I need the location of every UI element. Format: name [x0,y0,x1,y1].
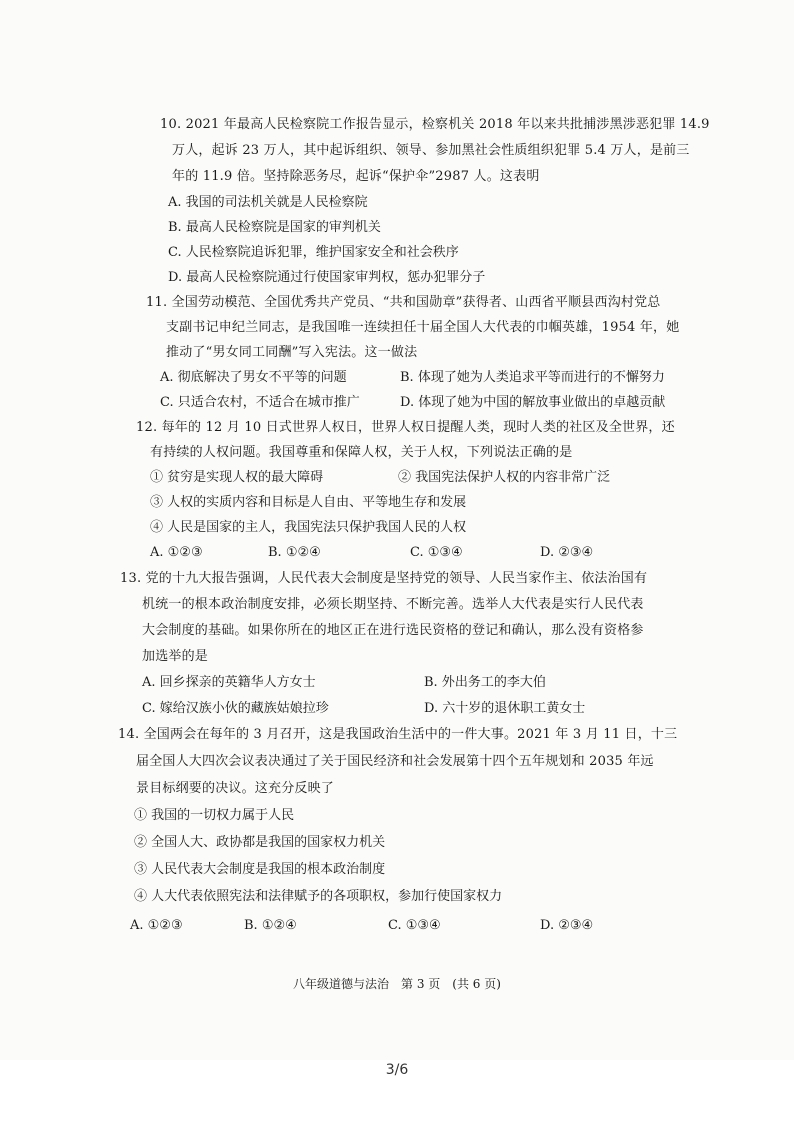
q13-option-b: B. 外出务工的李大伯 [424,675,546,690]
q10-option-c: C. 人民检察院追诉犯罪，维护国家安全和社会秩序 [168,245,459,260]
q11-stem-line-3: 推动了“男女同工同酬”写入宪法。这一做法 [166,345,418,360]
q14-stem-line-1: 14. 全国两会在每年的 3 月召开，这是我国政治生活中的一件大事。2021 年 3 月 11 日，十三 [118,727,678,742]
q14-option-a: A. ①②③ [130,918,183,933]
q14-option-b: B. ①②④ [244,918,297,933]
q14-stem-line-2: 届全国人大四次会议表决通过了关于国民经济和社会发展第十四个五年规划和 2035 年远 [136,754,654,769]
q12-option-c: C. ①③④ [410,545,463,560]
q12-statement-1: ① 贫穷是实现人权的最大障碍 [150,470,324,485]
q12-stem-line-1: 12. 每年的 12 月 10 日式世界人权日，世界人权日提醒人类，现时人类的社区及全世界，还 [136,420,675,435]
q14-option-c: C. ①③④ [388,918,441,933]
q14-option-d: D. ②③④ [540,918,594,933]
q13-stem-line-2: 机统一的根本政治制度安排，必须长期坚持、不断完善。选举人大代表是实行人民代表 [142,597,644,612]
q11-option-c: C. 只适合农村，不适合在城市推广 [160,395,360,410]
q11-option-b: B. 体现了她为人类追求平等而进行的不懈努力 [400,370,665,385]
q13-stem-line-3: 大会制度的基础。如果你所在的地区正在进行选民资格的登记和确认，那么没有资格参 [142,623,644,638]
q13-option-c: C. 嫁给汉族小伙的藏族姑娘拉珍 [142,701,329,716]
q12-statement-2: ② 我国宪法保护人权的内容非常广泛 [398,470,611,485]
q12-stem-line-2: 有持续的人权问题。我国尊重和保障人权，关于人权，下列说法正确的是 [150,445,573,460]
q12-statement-4: ④ 人民是国家的主人，我国宪法只保护我国人民的人权 [150,520,467,535]
q11-stem-line-1: 11. 全国劳动模范、全国优秀共产党员、“共和国勋章”获得者、山西省平顺县西沟村党总 [146,295,661,310]
q12-option-d: D. ②③④ [540,545,594,560]
q12-option-a: A. ①②③ [150,545,203,560]
q13-stem-line-1: 13. 党的十九大报告强调，人民代表大会制度是坚持党的领导、人民当家作主、依法治国有 [120,571,648,586]
q14-statement-2: ② 全国人大、政协都是我国的国家权力机关 [134,835,386,850]
q14-stem-line-3: 景目标纲要的决议。这充分反映了 [136,781,335,796]
q13-option-a: A. 回乡探亲的英籍华人方女士 [142,675,316,690]
q13-option-d: D. 六十岁的退休职工黄女士 [424,701,586,716]
q14-statement-3: ③ 人民代表大会制度是我国的根本政治制度 [134,862,386,877]
q12-option-b: B. ①②④ [268,545,321,560]
page-footer: 八年级道德与法治 第 3 页 (共 6 页) [293,977,501,991]
q10-option-b: B. 最高人民检察院是国家的审判机关 [168,220,381,235]
q11-option-a: A. 彻底解决了男女不平等的问题 [160,370,347,385]
q10-stem-line-2: 万人，起诉 23 万人，其中起诉组织、领导、参加黑社会性质组织犯罪 5.4 万人，是前三 [172,143,690,158]
q11-stem-line-2: 支副书记申纪兰同志，是我国唯一连续担任十届全国人大代表的巾帼英雄，1954 年，她 [166,320,680,335]
q13-stem-line-4: 加选举的是 [142,649,209,664]
q10-stem-line-1: 10. 2021 年最高人民检察院工作报告显示，检察机关 2018 年以来共批捕涉黑涉恶犯罪 14.9 [160,117,710,132]
q14-statement-4: ④ 人大代表依照宪法和法律赋予的各项职权，参加行使国家权力 [134,889,503,904]
q10-stem-line-3: 年的 11.9 倍。坚持除恶务尽，起诉“保护伞”2987 人。这表明 [172,169,540,184]
q14-statement-1: ① 我国的一切权力属于人民 [134,808,295,823]
q10-option-d: D. 最高人民检察院通过行使国家审判权，惩办犯罪分子 [168,270,486,285]
q11-option-d: D. 体现了她为中国的解放事业做出的卓越贡献 [400,395,666,410]
page-indicator: 3/6 [385,1062,409,1078]
q12-statement-3: ③ 人权的实质内容和目标是人自由、平等地生存和发展 [150,495,467,510]
q10-option-a: A. 我国的司法机关就是人民检察院 [168,195,368,210]
